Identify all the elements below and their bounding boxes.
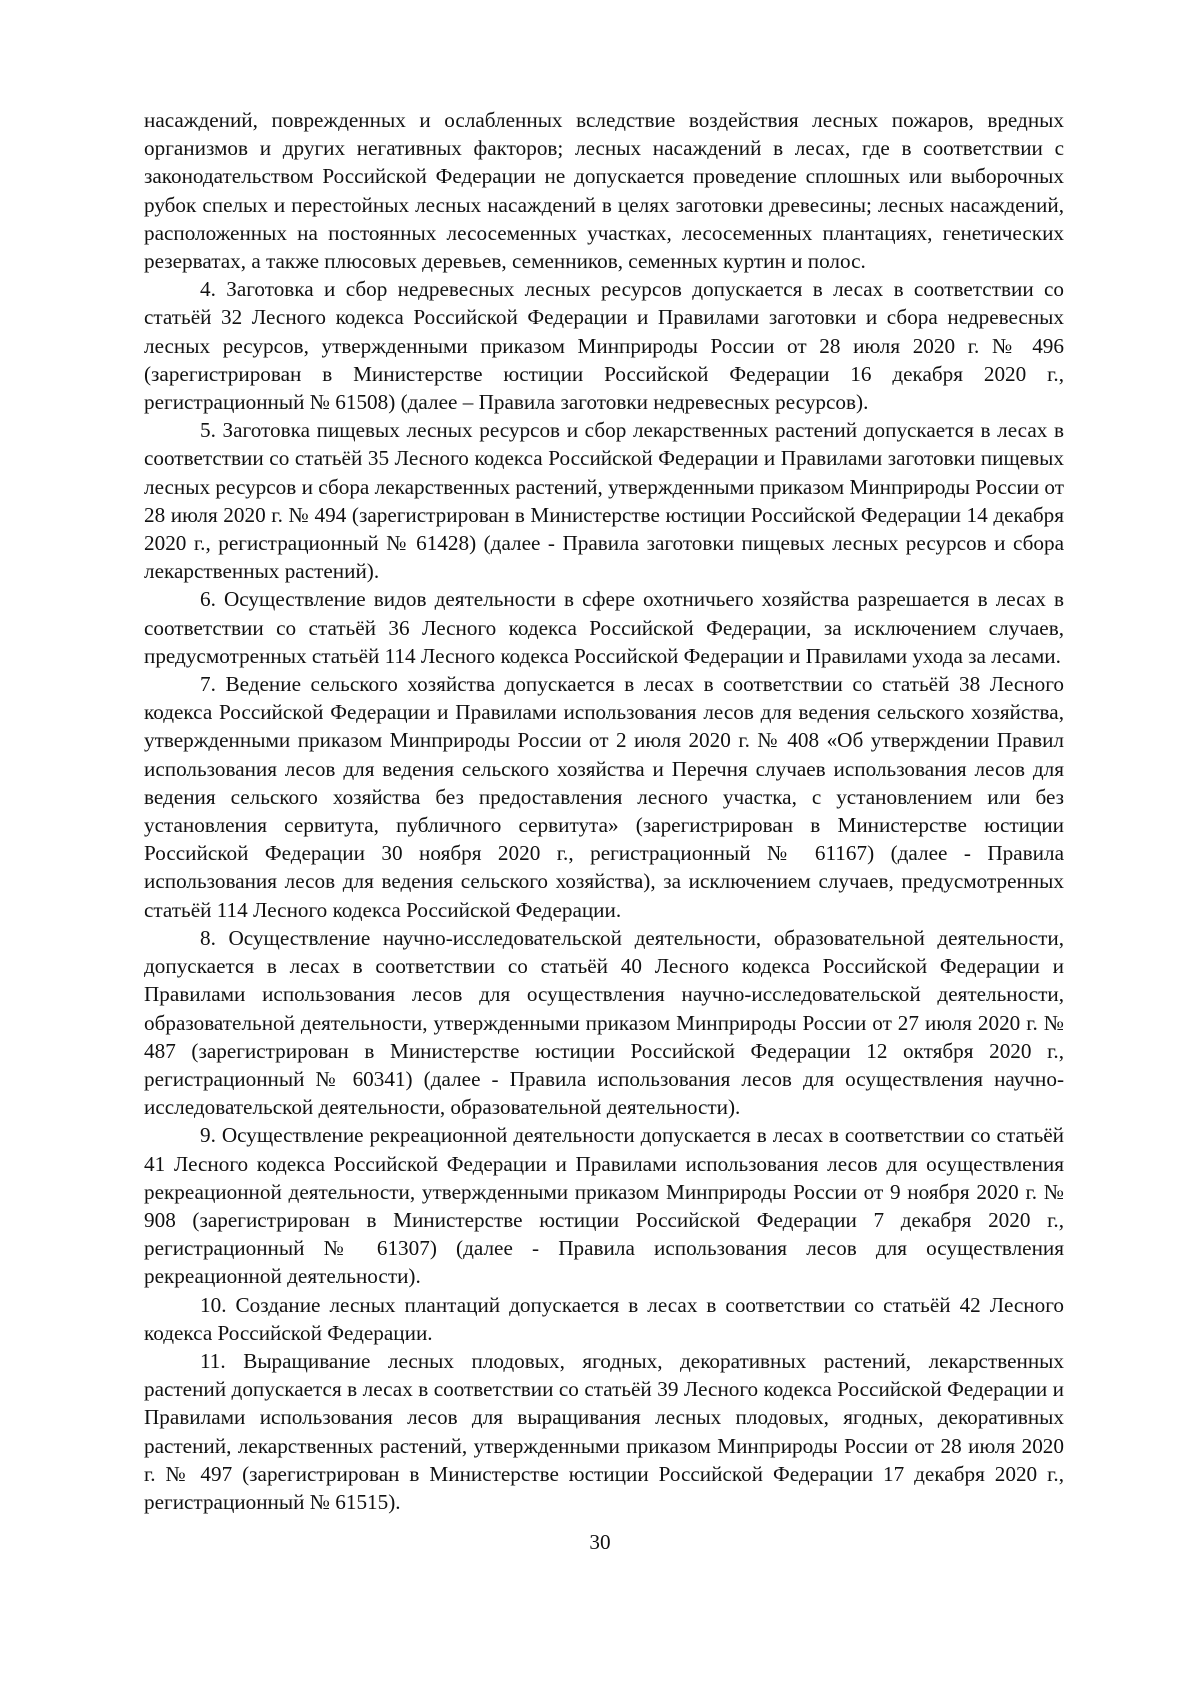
paragraph-9: 9. Осуществление рекреационной деятельности допускается в лесах в соответствии со статьёй 41 Лесного кодекса Российской Федерации и Правилами использования лесов для осуществления рекреационной деятельности, утвержденными приказом Минприроды России от 9 ноября 2020 г. № 908 (зарегистрирован в Министерстве юстиции Российской Федерации 7 декабря 2020 г., регистрационный № 61307) (далее - Правила использования лесов для осуществления рекреационной деятельности). xyxy=(144,1123,1064,1289)
paragraph-6: 6. Осуществление видов деятельности в сфере охотничьего хозяйства разрешается в лесах в соответствии со статьёй 36 Лесного кодекса Российской Федерации, за исключением случаев, предусмотренных статьёй 114 Лесного кодекса Российской Федерации и Правилами ухода за лесами. xyxy=(144,587,1064,668)
paragraph-4: 4. Заготовка и сбор недревесных лесных ресурсов допускается в лесах в соответствии со статьёй 32 Лесного кодекса Российской Федерации и Правилами заготовки и сбора недревесных лесных ресурсов, утвержденными приказом Минприроды России от 28 июля 2020 г. № 496 (зарегистрирован в Министерстве юстиции Российской Федерации 16 декабря 2020 г., регистрационный № 61508) (далее – Правила заготовки недревесных ресурсов). xyxy=(144,277,1064,415)
paragraph-7: 7. Ведение сельского хозяйства допускается в лесах в соответствии со статьёй 38 Лесного кодекса Российской Федерации и Правилами использования лесов для ведения сельского хозяйства, утвержденными приказом Минприроды России от 2 июля 2020 г. № 408 «Об утверждении Правил использования лесов для ведения сельского хозяйства и Перечня случаев использования лесов для ведения сельского хозяйства без предоставления лесного участка, с установлением или без установления сервитута, публичного сервитута» (зарегистрирован в Министерстве юстиции Российской Федерации 30 ноября 2020 г., регистрационный № 61167) (далее - Правила использования лесов для ведения сельского хозяйства), за исключением случаев, предусмотренных статьёй 114 Лесного кодекса Российской Федерации. xyxy=(144,672,1064,922)
document-body xyxy=(144,106,1064,1516)
paragraph-continuation: насаждений, поврежденных и ослабленных вследствие воздействия лесных пожаров, вредных организмов и других негативных факторов; лесных насаждений в лесах, где в соответствии с законодательством Российской Федерации не допускается проведение сплошных или выборочных рубок спелых и перестойных лесных насаждений в целях заготовки древесины; лесных насаждений, расположенных на постоянных лесосеменных участках, лесосеменных плантациях, генетических резерватах, а также плюсовых деревьев, семенников, семенных куртин и полос. xyxy=(144,108,1064,274)
page-number: 30 xyxy=(589,1530,611,1554)
paragraph-10: 10. Создание лесных плантаций допускается в лесах в соответствии со статьёй 42 Лесного кодекса Российской Федерации. xyxy=(144,1292,1064,1345)
paragraph-11: 11. Выращивание лесных плодовых, ягодных, декоративных растений, лекарственных растений допускается в лесах в соответствии со статьёй 39 Лесного кодекса Российской Федерации и Правилами использования лесов для выращивания лесных плодовых, ягодных, декоративных растений, лекарственных растений, утвержденными приказом Минприроды России от 28 июля 2020 г. № 497 (зарегистрирован в Министерстве юстиции Российской Федерации 17 декабря 2020 г., регистрационный № 61515). xyxy=(144,1348,1064,1514)
paragraph-5: 5. Заготовка пищевых лесных ресурсов и сбор лекарственных растений допускается в лесах в соответствии со статьёй 35 Лесного кодекса Российской Федерации и Правилами заготовки пищевых лесных ресурсов и сбора лекарственных растений, утвержденными приказом Минприроды России от 28 июля 2020 г. № 494 (зарегистрирован в Министерстве юстиции Российской Федерации 14 декабря 2020 г., регистрационный № 61428) (далее - Правила заготовки пищевых лесных ресурсов и сбора лекарственных растений). xyxy=(144,418,1064,584)
paragraph-8: 8. Осуществление научно-исследовательской деятельности, образовательной деятельности, допускается в лесах в соответствии со статьёй 40 Лесного кодекса Российской Федерации и Правилами использования лесов для осуществления научно-исследовательской деятельности, образовательной деятельности, утвержденными приказом Минприроды России от 27 июля 2020 г. № 487 (зарегистрирован в Министерстве юстиции Российской Федерации 12 октября 2020 г., регистрационный № 60341) (далее - Правила использования лесов для осуществления научно-исследовательской деятельности, образовательной деятельности). xyxy=(144,925,1064,1120)
